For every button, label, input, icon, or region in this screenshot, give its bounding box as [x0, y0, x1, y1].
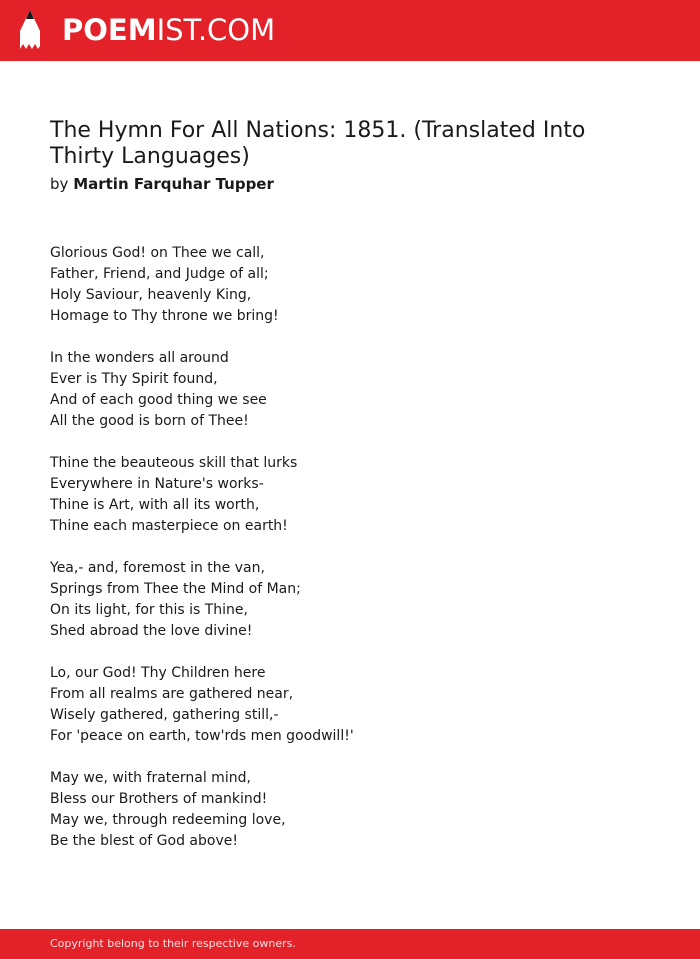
site-header: [0, 0, 700, 61]
site-footer: [0, 929, 700, 959]
stanza: [50, 663, 650, 747]
poem-line: Wisely gathered, gathering still,-: [50, 707, 279, 723]
poem-line: From all realms are gathered near,: [50, 686, 294, 702]
poem-line: On its light, for this is Thine,: [50, 602, 248, 618]
author-name: Martin Farquhar Tupper: [73, 175, 274, 193]
poem-line: Father, Friend, and Judge of all;: [50, 266, 269, 282]
poem-body: [50, 243, 650, 873]
stanza: [50, 558, 650, 642]
logo-light-part: IST.COM: [156, 13, 276, 47]
stanza: [50, 768, 650, 852]
stanza: [50, 453, 650, 537]
poem-line: Glorious God! on Thee we call,: [50, 245, 265, 261]
stanza: [50, 348, 650, 432]
poem-line: May we, with fraternal mind,: [50, 770, 251, 786]
poem-line: Be the blest of God above!: [50, 833, 238, 849]
poem-title: The Hymn For All Nations: 1851. (Translated Into Thirty Languages): [50, 118, 586, 169]
by-prefix: by: [50, 175, 69, 193]
poem-line: Thine the beauteous skill that lurks: [50, 455, 298, 471]
poem-line: Shed abroad the love divine!: [50, 623, 253, 639]
pencil-icon: [18, 9, 42, 51]
poem-line: Ever is Thy Spirit found,: [50, 371, 218, 387]
copyright-notice: Copyright belong to their respective owners.: [50, 937, 296, 950]
poem-line: Yea,- and, foremost in the van,: [50, 560, 265, 576]
byline: [50, 174, 274, 194]
poem-line: Springs from Thee the Mind of Man;: [50, 581, 301, 597]
site-logo[interactable]: [62, 13, 275, 47]
logo-bold-part: POEM: [62, 13, 157, 47]
poem-line: In the wonders all around: [50, 350, 229, 366]
poem-line: All the good is born of Thee!: [50, 413, 249, 429]
poem-line: Everywhere in Nature's works-: [50, 476, 264, 492]
poem-line: Lo, our God! Thy Children here: [50, 665, 266, 681]
poem-line: May we, through redeeming love,: [50, 812, 286, 828]
poem-line: Homage to Thy throne we bring!: [50, 308, 279, 324]
poem-line: And of each good thing we see: [50, 392, 267, 408]
stanza: [50, 243, 650, 327]
poem-line: Holy Saviour, heavenly King,: [50, 287, 252, 303]
poem-line: Bless our Brothers of mankind!: [50, 791, 268, 807]
poem-line: For 'peace on earth, tow'rds men goodwill!': [50, 728, 354, 744]
poem-line: Thine is Art, with all its worth,: [50, 497, 260, 513]
poem-line: Thine each masterpiece on earth!: [50, 518, 288, 534]
